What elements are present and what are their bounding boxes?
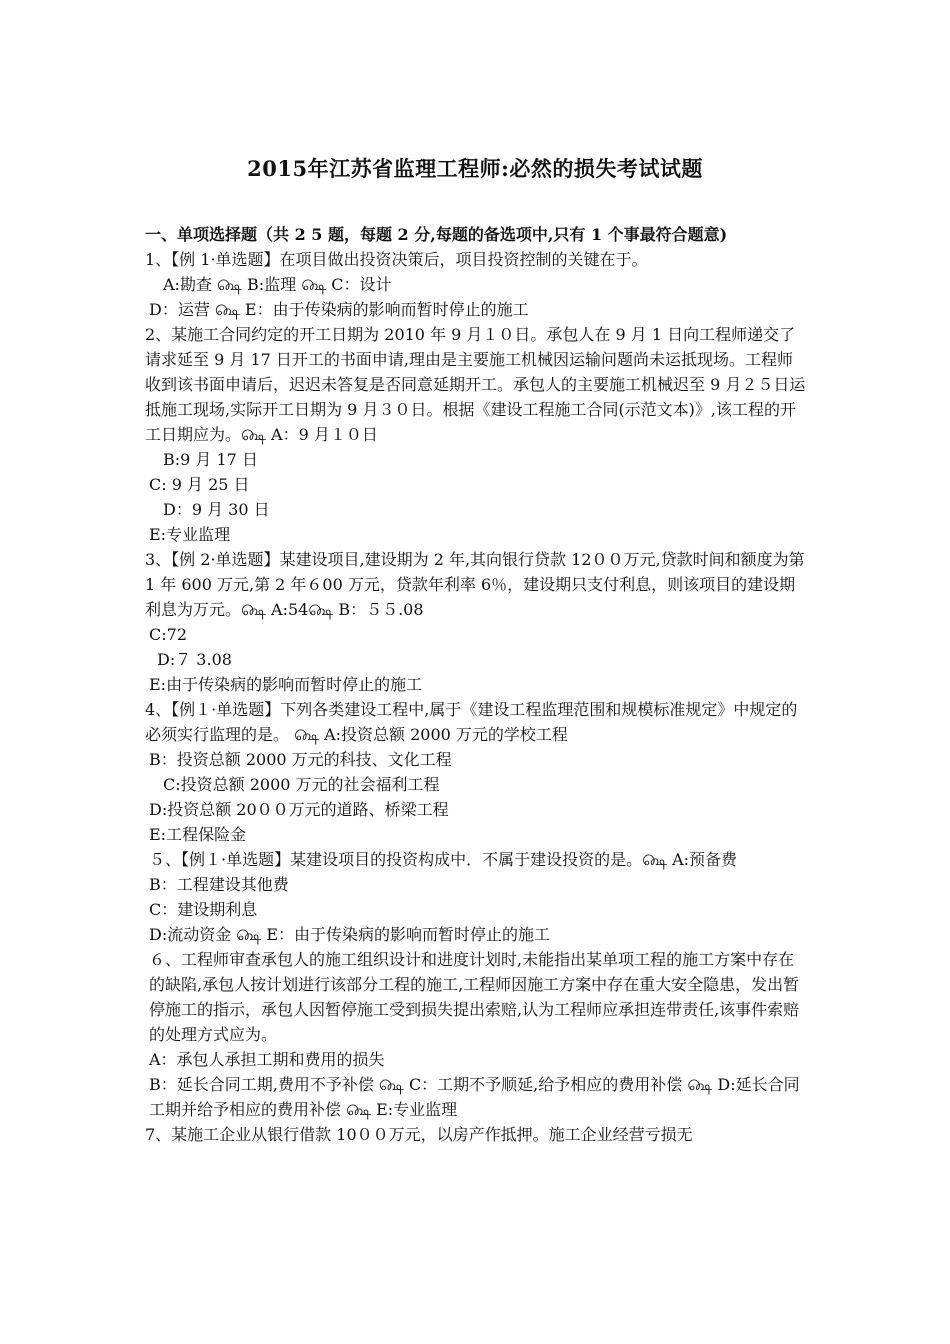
question-5-option-c: C：建设期利息 [149,900,258,919]
question-1-stem: 1、【例 1·单选题】在项目做出投资决策后，项目投资控制的关键在于。 [145,250,648,269]
question-4-option-c: C:投资总额 2000 万元的社会福利工程 [163,775,440,794]
question-1-options-a-c: A:勘查 ௸ B:监理 ௸ C：设计 [163,275,392,294]
question-5-option-b: B：工程建设其他费 [149,875,289,894]
question-4-option-b: B：投资总额 2000 万元的科技、文化工程 [149,750,452,769]
question-6-option-a: A：承包人承担工期和费用的损失 [149,1050,385,1069]
question-2-option-c: C: 9 月 25 日 [149,475,250,494]
question-5-stem: ５、【例１·单选题】某建设项目的投资构成中．不属于建设投资的是。௸ A:预备费 [149,850,738,869]
question-5-options-d-e: D:流动资金 ௸ E：由于传染病的影响而暂时停止的施工 [149,925,550,944]
question-6-options-b-e: B：延长合同工期,费用不予补偿 ௸ C：工期不予顺延,给予相应的费用补偿 ௸ D:延长合同工期并给予相应的费用补偿 ௸ E:专业监理 [149,1075,800,1119]
document-body [145,222,807,1147]
question-4-option-d: D:投资总额 20００万元的道路、桥梁工程 [149,800,449,819]
question-3-option-c: C:72 [149,625,187,644]
question-3-stem: 3、【例 2·单选题】某建设项目,建设期为 2 年,其向银行贷款 12００万元,贷款时间和额度为第 1 年 600 万元,第 2 年６00 万元，贷款年利率 6％，建设期只支付利息，则该项目的建设期利息为万元。௸ A:54௸ B：５５.08 [145,550,805,619]
question-3-option-d: D:７ 3.08 [157,650,232,669]
question-4-option-e: E:工程保险金 [149,825,247,844]
question-1-options-d-e: D：运营 ௸ E：由于传染病的影响而暂时停止的施工 [149,300,529,319]
question-2-option-b: B:9 月 17 日 [163,450,258,469]
question-4-stem: 4、【例１·单选题】下列各类建设工程中,属于《建设工程监理范围和规模标准规定》中规定的必须实行监理的是。 ௸ A:投资总额 2000 万元的学校工程 [145,700,798,744]
question-2-option-e: E:专业监理 [149,525,231,544]
question-7-stem: 7、某施工企业从银行借款 10００万元，以房产作抵押。施工企业经营亏损无 [145,1125,693,1144]
section-heading: 一、单项选择题（共 2 5 题，每题 2 分,每题的备选项中,只有 1 个事最符合题意) [145,225,728,244]
document-title: 2015年江苏省监理工程师:必然的损失考试试题 [247,156,703,181]
question-6-stem: ６、工程师审查承包人的施工组织设计和进度计划时,未能指出某单项工程的施工方案中存在的缺陷,承包人按计划进行该部分工程的施工,工程师因施工方案中存在重大安全隐患，发出暂停施工的指示，承包人因暂停施工受到损失提出索赔,认为工程师应承担连带责任,该事件索赔的处理方式应为。 [149,950,800,1044]
question-2-option-d: D：9 月 30 日 [163,500,270,519]
question-3-option-e: E:由于传染病的影响而暂时停止的施工 [149,675,423,694]
question-2-stem: 2、某施工合同约定的开工日期为 2010 年 9 月１０日。承包人在 9 月 1 日向工程师递交了请求延至 9 月 17 日开工的书面申请,理由是主要施工机械因运输问题尚未运抵现场。工程师收到该书面申请后，迟迟未答复是否同意延期开工。承包人的主要施工机械迟至 9 月２５日运抵施工现场,实际开工日期为 9 月３０日。根据《建设工程施工合同(示范文本)》,该工程的开工日期应为。௸ A：9 月１０日 [145,325,806,444]
